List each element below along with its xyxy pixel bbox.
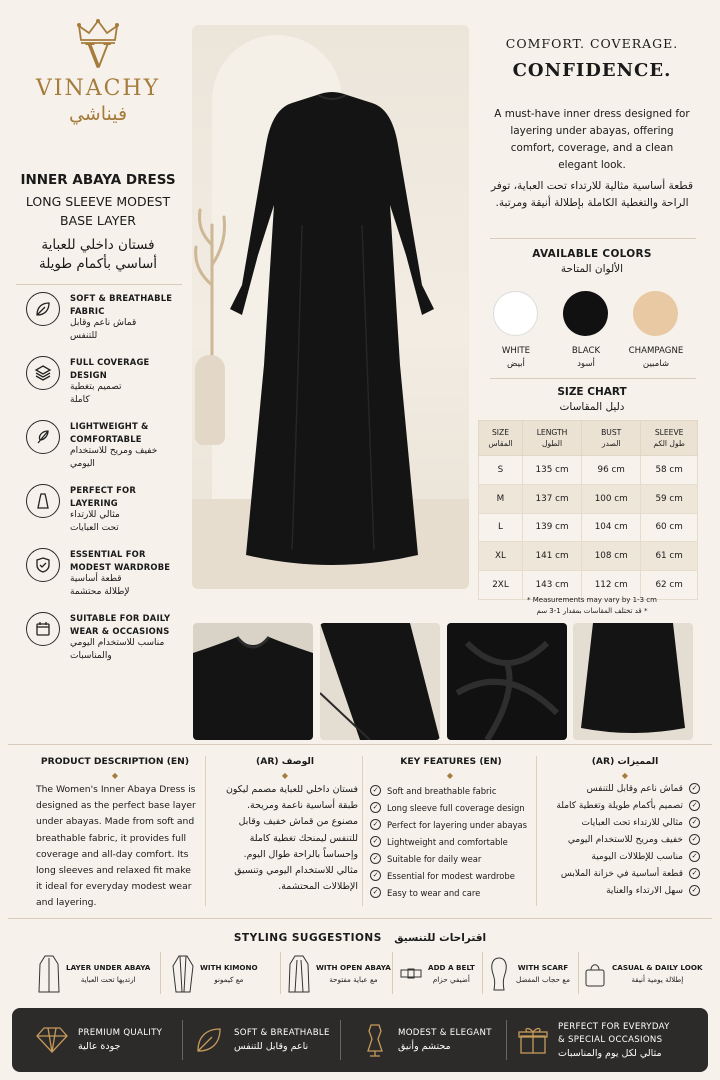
feature-label: SOFT & BREATHABLE [70,293,173,303]
product-title: INNER ABAYA DRESS [20,172,176,188]
kimono-icon [172,954,194,994]
feature-arabic: تحت العبايات [70,523,119,533]
color-swatch-black[interactable] [563,291,608,336]
feature-label: LAYERING [70,497,118,508]
key-feature-item: ✓ Lightweight and comfortable [370,836,530,847]
description-ar: قطعة أساسية مثالية للارتداء تحت العباية، توفر الراحة والتغطية الكاملة بإطلالة أنيقة ومرتبة. [490,180,694,209]
feature-arabic: مثالي للارتداء [70,510,120,520]
divider [280,952,281,994]
divider [536,756,537,906]
thumb-hem[interactable] [573,623,693,740]
product-title-block [12,172,184,274]
product-description-title: PRODUCT DESCRIPTION (EN) [40,756,190,767]
check-icon: ✓ [370,887,381,898]
ornament-icon: ◆ [621,771,629,780]
mannequin-icon [362,1023,388,1057]
feature-label: PERFECT FOR [70,485,137,495]
product-subtitle-2: BASE LAYER [60,213,136,228]
coat-icon [38,954,60,994]
feature-label: SUITABLE FOR DAILY [70,613,171,623]
divider [8,918,712,919]
table-row: 2XL 143 cm 112 cm 62 cm [479,571,698,600]
ornament-icon: ◆ [446,771,454,780]
feature-label: ESSENTIAL FOR [70,549,146,559]
footer-item: SOFT & BREATHABLE ناعم وقابل للتنفس [194,1008,330,1072]
feature-label: DESIGN [70,369,107,380]
feature-label: FULL COVERAGE [70,357,150,367]
length-header: LENGTH الطول [522,421,581,456]
product-arabic-2: أساسي بأكمام طويلة [38,256,158,272]
size-note-ar: * قد تختلف المقاسات بمقدار 1-3 سم [536,607,648,615]
check-icon: ✓ [689,851,700,862]
styling-title: STYLING SUGGESTIONS اقتراحات للتنسيق [233,932,487,944]
size-chart-table [478,420,698,600]
color-swatch-champagne[interactable] [633,291,678,336]
footer-item: MODEST & ELEGANT محتشم وأنيق [362,1008,492,1072]
feature-label: COMFORTABLE [70,433,142,444]
feature-arabic: قطعة أساسية [70,574,122,584]
check-icon: ✓ [689,783,700,794]
check-icon: ✓ [370,802,381,813]
key-feature-item: ✓ Essential for modest wardrobe [370,870,530,881]
colors-title-ar: الألوان المتاحة [560,263,624,275]
colors-title: AVAILABLE COLORS [532,248,652,260]
belt-icon [400,954,422,994]
key-features-title: KEY FEATURES (EN) [400,756,502,767]
divider [490,238,696,239]
feature-arabic: قماش ناعم وقابل [70,318,137,328]
brand-logo [14,18,182,125]
feature-item [26,420,186,484]
table-row: L 139 cm 104 cm 60 cm [479,513,698,542]
check-icon: ✓ [370,870,381,881]
arabic-description-text: فستان داخلي للعباية مصمم ليكون طبقة أساسية ناعمة ومريحة. مصنوع من قماش خفيف وقابل للتنفس ليمنحك تغطية كاملة وإحساساً بالراحة طوال اليوم. مثالي للاستخدام اليومي وتنسيق الإطلالات المحتشمة. [225,784,358,893]
styling-item: WITH SCARF مع حجاب المفضل [488,952,570,996]
styling-item: LAYER UNDER ABAYA ارتديها تحت العباية [38,952,150,996]
table-row: S 135 cm 96 cm 58 cm [479,456,698,485]
styling-item: WITH KIMONO مع كيمونو [172,952,258,996]
hero-photo [192,25,469,589]
key-feature-item: ✓ Suitable for daily wear [370,853,530,864]
key-feature-ar-item: ✓ خفيف ومريح للاستخدام اليومي [540,834,700,845]
check-icon: ✓ [689,800,700,811]
leaf-icon [194,1025,224,1055]
layers-icon [26,356,60,390]
bust-header: BUST الصدر [582,421,641,456]
diamond-icon [36,1026,68,1054]
feature-item [26,356,186,420]
feather-icon [26,420,60,454]
feature-item [26,548,186,612]
styling-item: CASUAL & DAILY LOOK إطلالة يومية أنيقة [584,952,703,996]
dress-icon [26,484,60,518]
size-note-en: * Measurements may vary by 1-3 cm [527,596,657,604]
color-label-champagne: CHAMPAGNE شامبين [628,346,684,369]
product-subtitle-1: LONG SLEEVE MODEST [25,194,171,209]
shield-check-icon [26,548,60,582]
divider [506,1020,507,1060]
divider [182,1020,183,1060]
vase [195,355,225,445]
footer-item: PREMIUM QUALITY جودة عالية [36,1008,162,1072]
check-icon: ✓ [370,819,381,830]
brand-arabic-name: فيناشي [68,103,128,125]
sleeve-header: SLEEVE طول الكم [641,421,698,456]
scarf-icon [488,954,510,994]
footer-item: PERFECT FOR EVERYDAY & SPECIAL OCCASIONS مثالي لكل يوم والمناسبات [518,1008,670,1072]
color-swatch-white[interactable] [493,291,538,336]
styling-item: WITH OPEN ABAYA مع عباية مفتوحة [288,952,391,996]
feature-arabic: تصميم بتغطية [70,382,122,392]
tagline-line1: COMFORT. COVERAGE. [505,36,679,51]
description-en: A must-have inner dress designed for layering under abayas, offering comfort, coverage, and a clean elegant look. [494,108,690,171]
feature-arabic: والمناسبات [70,651,112,661]
thumb-fabric[interactable] [447,623,567,740]
divider [362,756,363,906]
key-feature-ar-item: ✓ قطعة أساسية في خزانة الملابس [540,868,700,879]
leaf-icon [26,292,60,326]
gift-icon [518,1025,548,1055]
thumb-sleeve[interactable] [320,623,440,740]
check-icon: ✓ [689,817,700,828]
divider [482,952,483,994]
key-feature-ar-item: ✓ مثالي للارتداء تحت العبايات [540,817,700,828]
key-feature-item: ✓ Perfect for layering under abayas [370,819,530,830]
divider [490,378,696,379]
divider [578,952,579,994]
arabic-description-title: الوصف (AR) [256,756,314,767]
divider [160,952,161,994]
ornament-icon: ◆ [111,771,119,780]
size-header: SIZE المقاس [479,421,523,456]
divider [392,952,393,994]
key-feature-ar-item: ✓ قماش ناعم وقابل للتنفس [540,783,700,794]
brand-letter: V [85,37,111,77]
feature-label: FABRIC [70,305,105,316]
feature-arabic: مناسب للاستخدام اليومي [70,638,165,648]
feature-item [26,484,186,548]
tagline-line2: CONFIDENCE. [512,60,672,81]
check-icon: ✓ [689,834,700,845]
open-abaya-icon [288,954,310,994]
divider [16,284,182,285]
check-icon: ✓ [689,885,700,896]
feature-label: LIGHTWEIGHT & [70,421,149,431]
check-icon: ✓ [370,836,381,847]
color-label-white: WHITE أبيض [501,346,531,369]
brand-name: VINACHY [35,76,161,101]
size-chart-title-ar: دليل المقاسات [559,401,625,413]
check-icon: ✓ [370,853,381,864]
handbag-icon [584,954,606,994]
feature-arabic: لإطلالة محتشمة [70,587,130,597]
ornament-icon: ◆ [281,771,289,780]
divider [205,756,206,906]
divider [340,1020,341,1060]
feature-arabic: كاملة [70,395,90,405]
thumb-neckline[interactable] [193,623,313,740]
feature-list [26,292,186,676]
check-icon: ✓ [689,868,700,879]
product-arabic-1: فستان داخلي للعباية [41,237,155,253]
feature-arabic: اليومي [70,459,95,469]
feature-arabic: خفيف ومريح للاستخدام [70,446,158,456]
feature-item [26,612,186,676]
feature-item [26,292,186,356]
product-description-text: The Women's Inner Abaya Dress is designed as the perfect base layer under abayas. Made from soft and breathable fabric, it provides full coverage and all-day comfort. Its long sleeves and relaxed fit make it ideal for everyday modest wear and layering. [36,784,196,909]
check-icon: ✓ [370,785,381,796]
key-features-ar-title: المميزات (AR) [591,756,659,767]
key-feature-item: ✓ Soft and breathable fabric [370,785,530,796]
size-chart-title: SIZE CHART [557,386,627,398]
key-feature-item: ✓ Long sleeve full coverage design [370,802,530,813]
table-row: XL 141 cm 108 cm 61 cm [479,542,698,571]
feature-label: WEAR & OCCASIONS [70,625,170,636]
table-row: M 137 cm 100 cm 59 cm [479,484,698,513]
dress-photo [222,85,442,585]
key-feature-ar-item: ✓ مناسب للإطلالات اليومية [540,851,700,862]
key-feature-ar-item: ✓ سهل الارتداء والعناية [540,885,700,896]
styling-item: ADD A BELT أضيفي حزام [400,952,475,996]
feature-arabic: للتنفس [70,331,98,341]
color-label-black: BLACK أسود [571,346,601,369]
feature-label: MODEST WARDROBE [70,561,171,572]
calendar-icon [26,612,60,646]
key-feature-item: ✓ Easy to wear and care [370,887,530,898]
key-feature-ar-item: ✓ تصميم بأكمام طويلة وتغطية كاملة [540,800,700,811]
